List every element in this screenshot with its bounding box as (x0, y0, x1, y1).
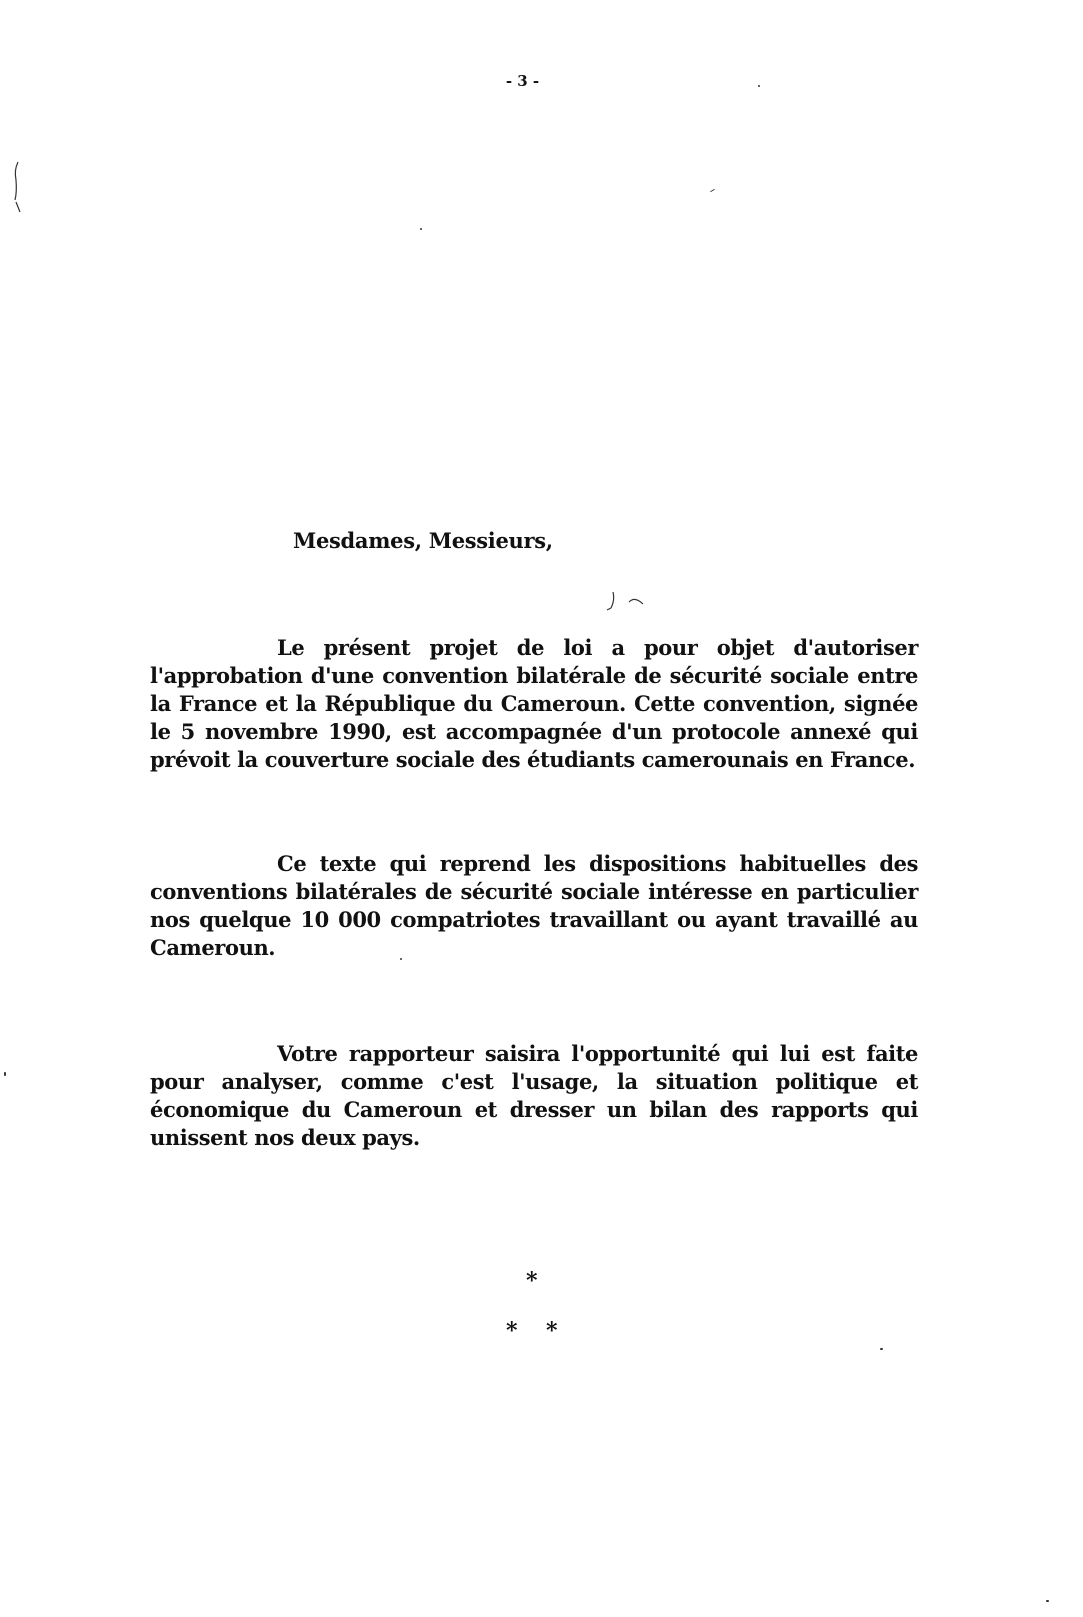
paragraph-text: Ce texte qui reprend les dispositions habituelles des conventions bilatérales de sécurité sociale intéresse en particulier nos quelque 10 000 compatriotes travaillant ou ayant travaillé au Cameroun. (150, 851, 918, 960)
salutation: Mesdames, Messieurs, (293, 528, 553, 553)
scan-speck (1046, 1600, 1049, 1602)
paragraph (150, 1040, 918, 1152)
scan-speck (4, 1072, 6, 1076)
asterism-star: * (546, 1318, 558, 1344)
asterism-star: * (526, 1268, 538, 1294)
scan-speck (758, 85, 760, 87)
paragraph (150, 634, 918, 774)
scan-mark-left (10, 160, 30, 220)
scan-speck (880, 1348, 883, 1350)
scan-speck (400, 958, 402, 960)
asterism-star: * (506, 1318, 518, 1344)
paragraph-text: Votre rapporteur saisira l'opportunité qui lui est faite pour analyser, comme c'est l'usage, la situation politique et économique du Cameroun et dresser un bilan des rapports qui unissent nos deux pays. (150, 1041, 918, 1150)
scan-mark (605, 590, 665, 614)
paragraph (150, 850, 918, 962)
page-number: - 3 - (505, 72, 540, 90)
scan-speck (710, 189, 715, 192)
paragraph-text: Le présent projet de loi a pour objet d'autoriser l'approbation d'une convention bilatérale de sécurité sociale entre la France et la République du Cameroun. Cette convention, signée le 5 novembre 1990, est accompagnée d'un protocole annexé qui prévoit la couverture sociale des étudiants camerounais en France. (150, 635, 918, 772)
scan-speck (420, 228, 422, 230)
